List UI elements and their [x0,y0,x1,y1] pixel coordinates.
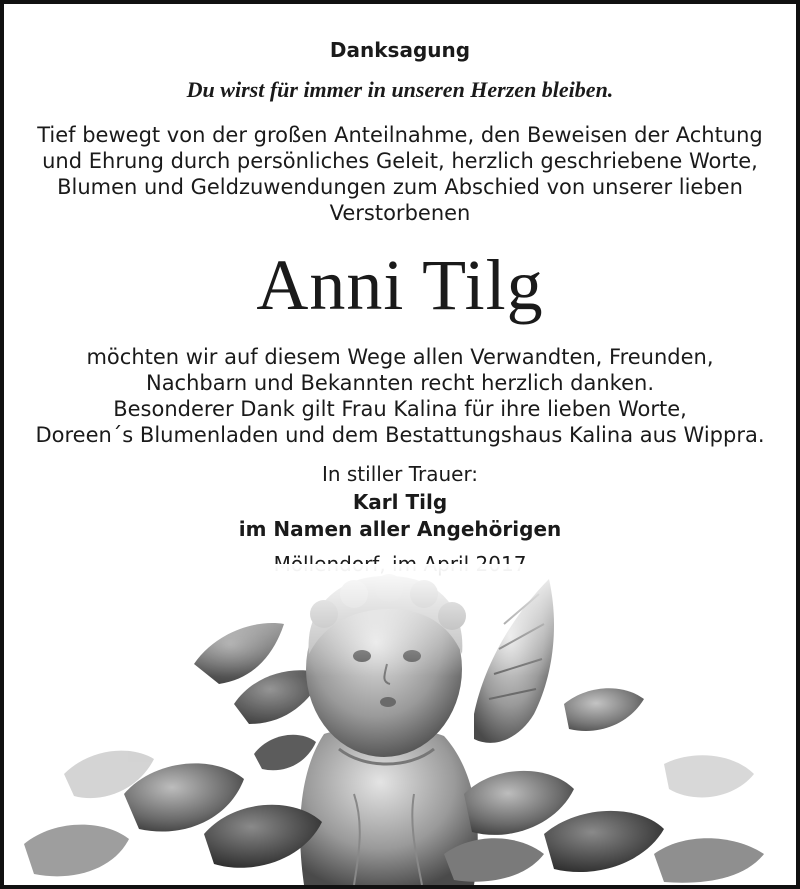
intro-paragraph [4,122,796,226]
notice-heading: Danksagung [329,38,471,62]
intro-line: Tief bewegt von der großen Anteilnahme, den Beweisen der Achtung [37,123,763,147]
thanks-line: Doreen´s Blumenladen und dem Bestattungshaus Kalina aus Wippra. [35,423,765,447]
notice-motto: Du wirst für immer in unseren Herzen bleiben. [186,77,614,102]
thanks-line: Nachbarn und Bekannten recht herzlich danken. [145,371,655,395]
thanks-line: Besonderer Dank gilt Frau Kalina für ihre lieben Worte, [113,397,687,421]
thanks-paragraph [4,344,796,448]
intro-line: und Ehrung durch persönliches Geleit, herzlich geschriebene Worte, [42,149,758,173]
intro-line: Blumen und Geldzuwendungen zum Abschied von unserer lieben [57,175,743,199]
signer-name: Karl Tilg [352,490,448,514]
angel-statue-image [4,564,796,885]
family-line: im Namen aller Angehörigen [238,517,562,541]
deceased-name: Anni Tilg [256,245,544,325]
thanks-line: möchten wir auf diesem Wege allen Verwandten, Freunden, [86,345,714,369]
mourning-line: In stiller Trauer: [321,462,479,486]
intro-line: Verstorbenen [329,201,471,225]
